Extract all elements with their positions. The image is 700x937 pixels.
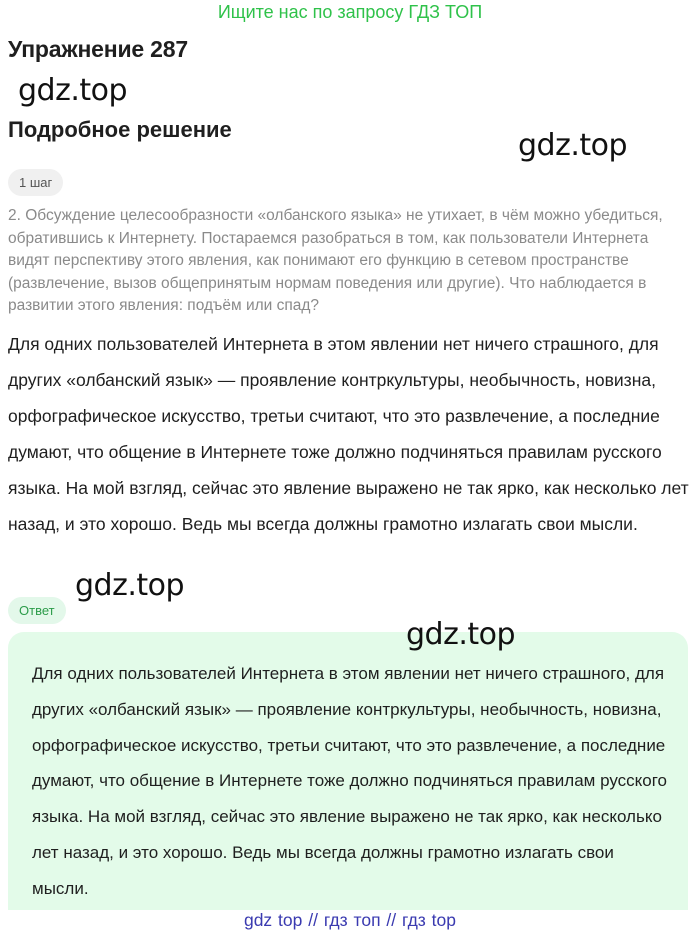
question-text: 2. Обсуждение целесообразности «олбанского языка» не утихает, в чём можно убедиться, обратившись к Интернету. Постараемся разобраться в том, как пользователи Интернета видят перспективу этого явления, как понимают его функцию в сетевом пространстве (развлечение, вызов общепринятым нормам поведения или другие). Что наблюдается в развитии этого явления: подъём или спад?	[8, 207, 663, 314]
answer-badge: Ответ	[8, 597, 66, 624]
watermark: gdz.top	[518, 128, 628, 163]
footer-links[interactable]: gdz top // гдз топ // гдз top	[243, 910, 457, 930]
step-badge: 1 шаг	[8, 169, 63, 196]
search-banner[interactable]: Ищите нас по запросу ГДЗ ТОП	[217, 2, 483, 22]
watermark: gdz.top	[18, 73, 128, 108]
watermark: gdz.top	[75, 568, 185, 603]
solution-heading: Подробное решение	[8, 117, 232, 142]
watermark: gdz.top	[406, 617, 516, 652]
solution-text: Для одних пользователей Интернета в этом явлении нет ничего страшного, для других «олбанский язык» — проявление контркультуры, необычность, новизна, орфографическое искусство, третьи считают, что это развлечение, а последние думают, что общение в Интернете тоже должно подчиняться правилам русского языка. На мой взгляд, сейчас это явление выражено не так ярко, как несколько лет назад, и это хорошо. Ведь мы всегда должны грамотно излагать свои мысли.	[8, 334, 689, 534]
answer-text: Для одних пользователей Интернета в этом явлении нет ничего страшного, для других «олбанский язык» — проявление контркультуры, необычность, новизна, орфографическое искусство, третьи считают, что это развлечение, а последние думают, что общение в Интернете тоже должно подчиняться правилам русского языка. На мой взгляд, сейчас это явление выражено не так ярко, как несколько лет назад, и это хорошо. Ведь мы всегда должны грамотно излагать свои мысли.	[32, 664, 668, 898]
exercise-title: Упражнение 287	[8, 36, 188, 62]
